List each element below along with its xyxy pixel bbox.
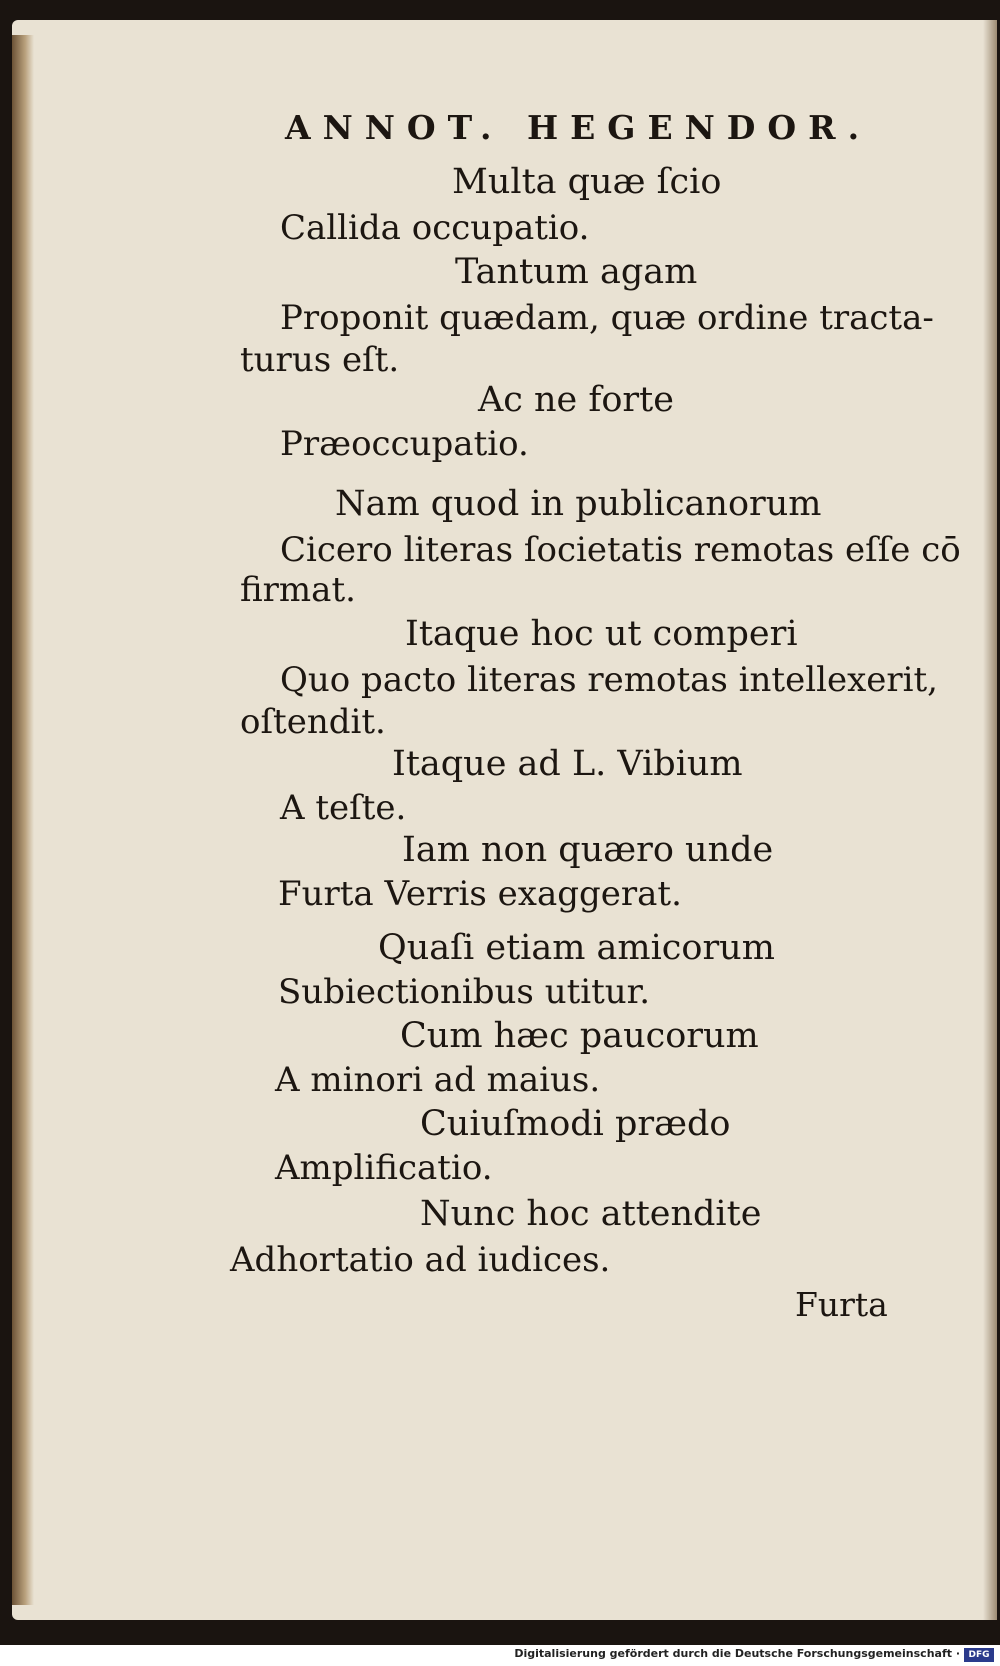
gloss-line: Cicero literas ſocietatis remotas eſſe cō	[280, 530, 961, 570]
gloss-line: Præoccupatio.	[280, 424, 529, 464]
running-head: ANNOT. HEGENDOR.	[285, 108, 872, 147]
gloss-line: oſtendit.	[240, 702, 386, 742]
lemma-line: Ac ne forte	[478, 380, 674, 420]
funding-credit: Digitalisierung gefördert durch die Deutsche Forschungsgemeinschaft ·	[514, 1647, 960, 1660]
lemma-line: Nunc hoc attendite	[420, 1194, 762, 1234]
page-edge	[983, 20, 997, 1620]
lemma-line: Tantum agam	[455, 252, 698, 292]
gloss-line: Subiectionibus utitur.	[278, 972, 651, 1012]
gloss-line: Furta Verris exaggerat.	[278, 874, 682, 914]
lemma-line: Nam quod in publicanorum	[335, 484, 822, 524]
lemma-line: Iam non quæro unde	[402, 830, 774, 870]
catchword: Furta	[795, 1285, 888, 1324]
gloss-line: turus eſt.	[240, 340, 400, 380]
gloss-line: firmat.	[240, 570, 356, 610]
gloss-line: A minori ad maius.	[275, 1060, 601, 1100]
lemma-line: Itaque hoc ut comperi	[405, 614, 798, 654]
gloss-line: Adhortatio ad iudices.	[230, 1240, 611, 1280]
lemma-line: Cuiuſmodi prædo	[420, 1104, 731, 1144]
gloss-line: Callida occupatio.	[280, 208, 590, 248]
gloss-line: Proponit quædam, quæ ordine tracta-	[280, 298, 934, 338]
dfg-logo-icon: DFG	[964, 1648, 994, 1662]
digitization-footer	[0, 1645, 1000, 1666]
gloss-line: Amplificatio.	[275, 1148, 493, 1188]
gloss-line: Quo pacto literas remotas intellexerit,	[280, 660, 938, 700]
page-gutter	[12, 35, 34, 1605]
lemma-line: Itaque ad L. Vibium	[392, 744, 743, 784]
gloss-line: A teſte.	[280, 788, 407, 828]
lemma-line: Cum hæc paucorum	[400, 1016, 759, 1056]
lemma-line: Quaſi etiam amicorum	[378, 928, 775, 968]
lemma-line: Multa quæ ſcio	[452, 162, 722, 202]
